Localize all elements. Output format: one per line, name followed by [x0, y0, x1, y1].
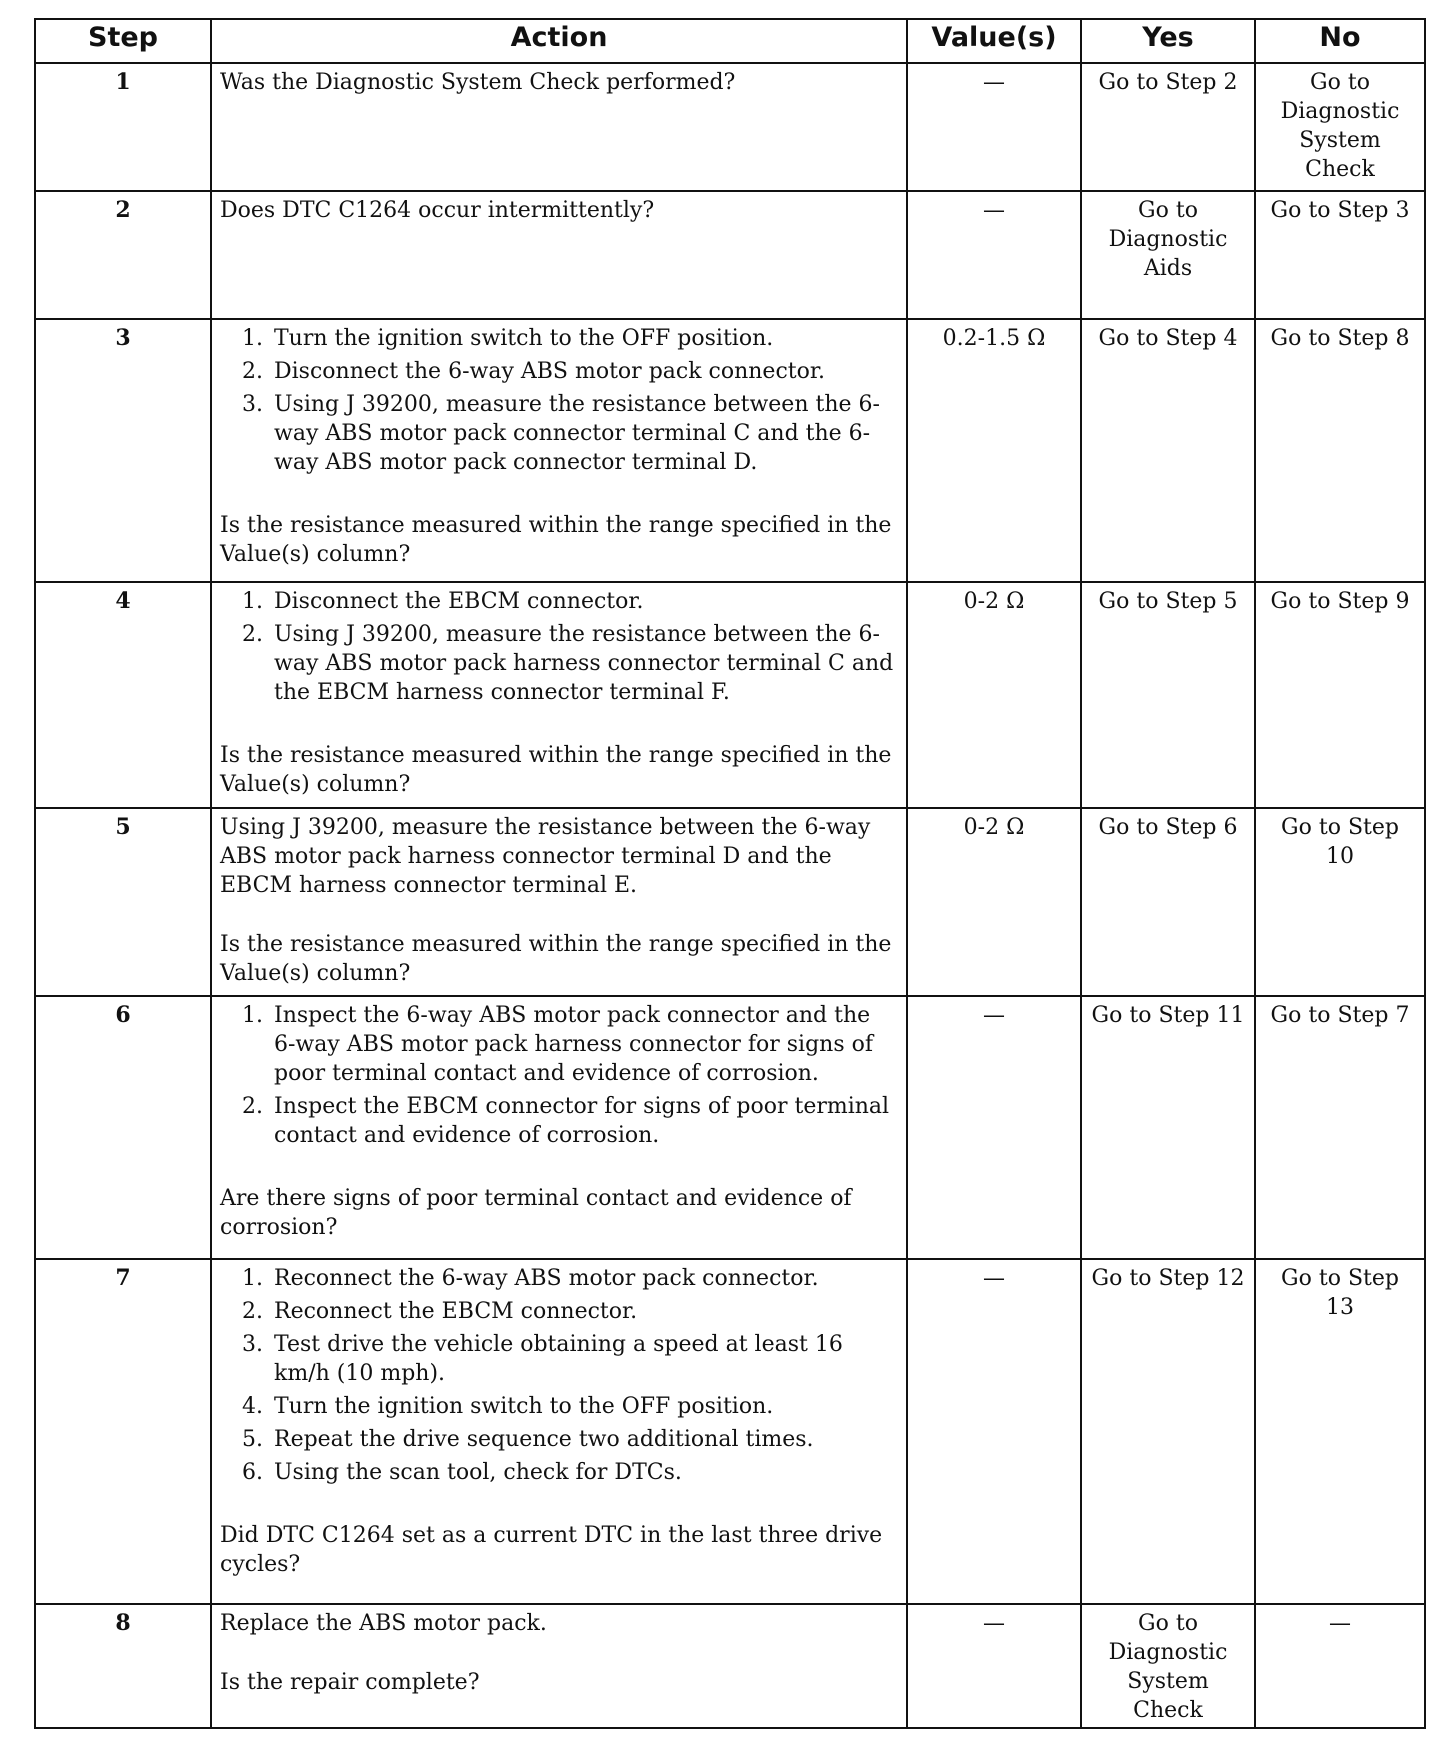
step-number: 6: [35, 996, 211, 1259]
step-number: 4: [35, 582, 211, 808]
action-question: Did DTC C1264 set as a current DTC in the last three drive cycles?: [220, 1523, 883, 1577]
action-step: 5. Repeat the drive sequence two additional times.: [270, 1425, 898, 1454]
value-cell: —: [907, 996, 1081, 1259]
yes-cell: Go to Step 4: [1081, 319, 1255, 582]
yes-cell: Go to Step 11: [1081, 996, 1255, 1259]
action-step: 1. Reconnect the 6-way ABS motor pack connector.: [270, 1264, 898, 1293]
action-cell: [211, 582, 907, 808]
value-cell: 0-2 Ω: [907, 582, 1081, 808]
action-step: 3. Test drive the vehicle obtaining a speed at least 16 km/h (10 mph).: [270, 1330, 898, 1388]
table-row: [35, 1604, 1425, 1728]
header-yes: Yes: [1081, 19, 1255, 63]
action-cell: [211, 996, 907, 1259]
action-cell: [211, 191, 907, 319]
action-cell: [211, 1259, 907, 1604]
value-cell: 0-2 Ω: [907, 808, 1081, 996]
step-number: 5: [35, 808, 211, 996]
action-cell: [211, 63, 907, 191]
header-action: Action: [211, 19, 907, 63]
header-values: Value(s): [907, 19, 1081, 63]
action-step: 6. Using the scan tool, check for DTCs.: [270, 1458, 898, 1487]
header-step: Step: [35, 19, 211, 63]
step-number: 7: [35, 1259, 211, 1604]
diagnostic-table-container: [34, 18, 1424, 1729]
action-question: Is the resistance measured within the range specified in the Value(s) column?: [220, 932, 892, 986]
action-step: 2. Reconnect the EBCM connector.: [270, 1297, 898, 1326]
table-row: [35, 1259, 1425, 1604]
table-row: [35, 996, 1425, 1259]
action-question: Does DTC C1264 occur intermittently?: [220, 198, 655, 223]
header-row: [35, 19, 1425, 63]
action-text: Replace the ABS motor pack.: [220, 1611, 547, 1636]
no-cell: Go to Diagnostic System Check: [1255, 63, 1425, 191]
action-step: 1. Turn the ignition switch to the OFF position.: [270, 324, 898, 353]
action-steps-list: [220, 587, 898, 707]
diagnostic-table: [34, 18, 1426, 1729]
action-question: Is the resistance measured within the range specified in the Value(s) column?: [220, 513, 892, 567]
step-number: 8: [35, 1604, 211, 1728]
action-question: Are there signs of poor terminal contact and evidence of corrosion?: [220, 1186, 852, 1240]
no-cell: Go to Step 7: [1255, 996, 1425, 1259]
no-cell: Go to Step 8: [1255, 319, 1425, 582]
action-step: 4. Turn the ignition switch to the OFF position.: [270, 1392, 898, 1421]
no-cell: Go to Step 13: [1255, 1259, 1425, 1604]
table-row: [35, 582, 1425, 808]
action-steps-list: [220, 1001, 898, 1150]
action-step: 2. Inspect the EBCM connector for signs of poor terminal contact and evidence of corrosion.: [270, 1092, 898, 1150]
no-cell: Go to Step 9: [1255, 582, 1425, 808]
table-row: [35, 191, 1425, 319]
value-cell: —: [907, 191, 1081, 319]
action-cell: [211, 319, 907, 582]
step-number: 3: [35, 319, 211, 582]
action-step: 1. Inspect the 6-way ABS motor pack connector and the 6-way ABS motor pack harness connector for signs of poor terminal contact and evidence of corrosion.: [270, 1001, 898, 1088]
action-step: 2. Disconnect the 6-way ABS motor pack connector.: [270, 357, 898, 386]
action-cell: [211, 1604, 907, 1728]
table-row: [35, 63, 1425, 191]
action-cell: [211, 808, 907, 996]
step-number: 1: [35, 63, 211, 191]
no-cell: Go to Step 10: [1255, 808, 1425, 996]
action-question: Is the resistance measured within the range specified in the Value(s) column?: [220, 743, 892, 797]
yes-cell: Go to Step 2: [1081, 63, 1255, 191]
yes-cell: Go to Step 5: [1081, 582, 1255, 808]
no-cell: Go to Step 3: [1255, 191, 1425, 319]
value-cell: —: [907, 63, 1081, 191]
header-no: No: [1255, 19, 1425, 63]
action-step: 2. Using J 39200, measure the resistance between the 6-way ABS motor pack harness connector terminal C and the EBCM harness connector terminal F.: [270, 620, 898, 707]
action-step: 3. Using J 39200, measure the resistance between the 6-way ABS motor pack connector terminal C and the 6-way ABS motor pack connector terminal D.: [270, 390, 898, 477]
yes-cell: Go to Diagnostic System Check: [1081, 1604, 1255, 1728]
action-steps-list: [220, 1264, 898, 1487]
no-cell: —: [1255, 1604, 1425, 1728]
yes-cell: Go to Step 12: [1081, 1259, 1255, 1604]
value-cell: —: [907, 1604, 1081, 1728]
value-cell: 0.2-1.5 Ω: [907, 319, 1081, 582]
action-steps-list: [220, 324, 898, 477]
action-question: Is the repair complete?: [220, 1670, 480, 1695]
action-text: Using J 39200, measure the resistance between the 6-way ABS motor pack harness connector terminal D and the EBCM harness connector terminal E.: [220, 815, 871, 898]
action-step: 1. Disconnect the EBCM connector.: [270, 587, 898, 616]
yes-cell: Go to Step 6: [1081, 808, 1255, 996]
action-question: Was the Diagnostic System Check performed?: [220, 70, 736, 95]
table-row: [35, 808, 1425, 996]
table-row: [35, 319, 1425, 582]
value-cell: —: [907, 1259, 1081, 1604]
yes-cell: Go to Diagnostic Aids: [1081, 191, 1255, 319]
step-number: 2: [35, 191, 211, 319]
